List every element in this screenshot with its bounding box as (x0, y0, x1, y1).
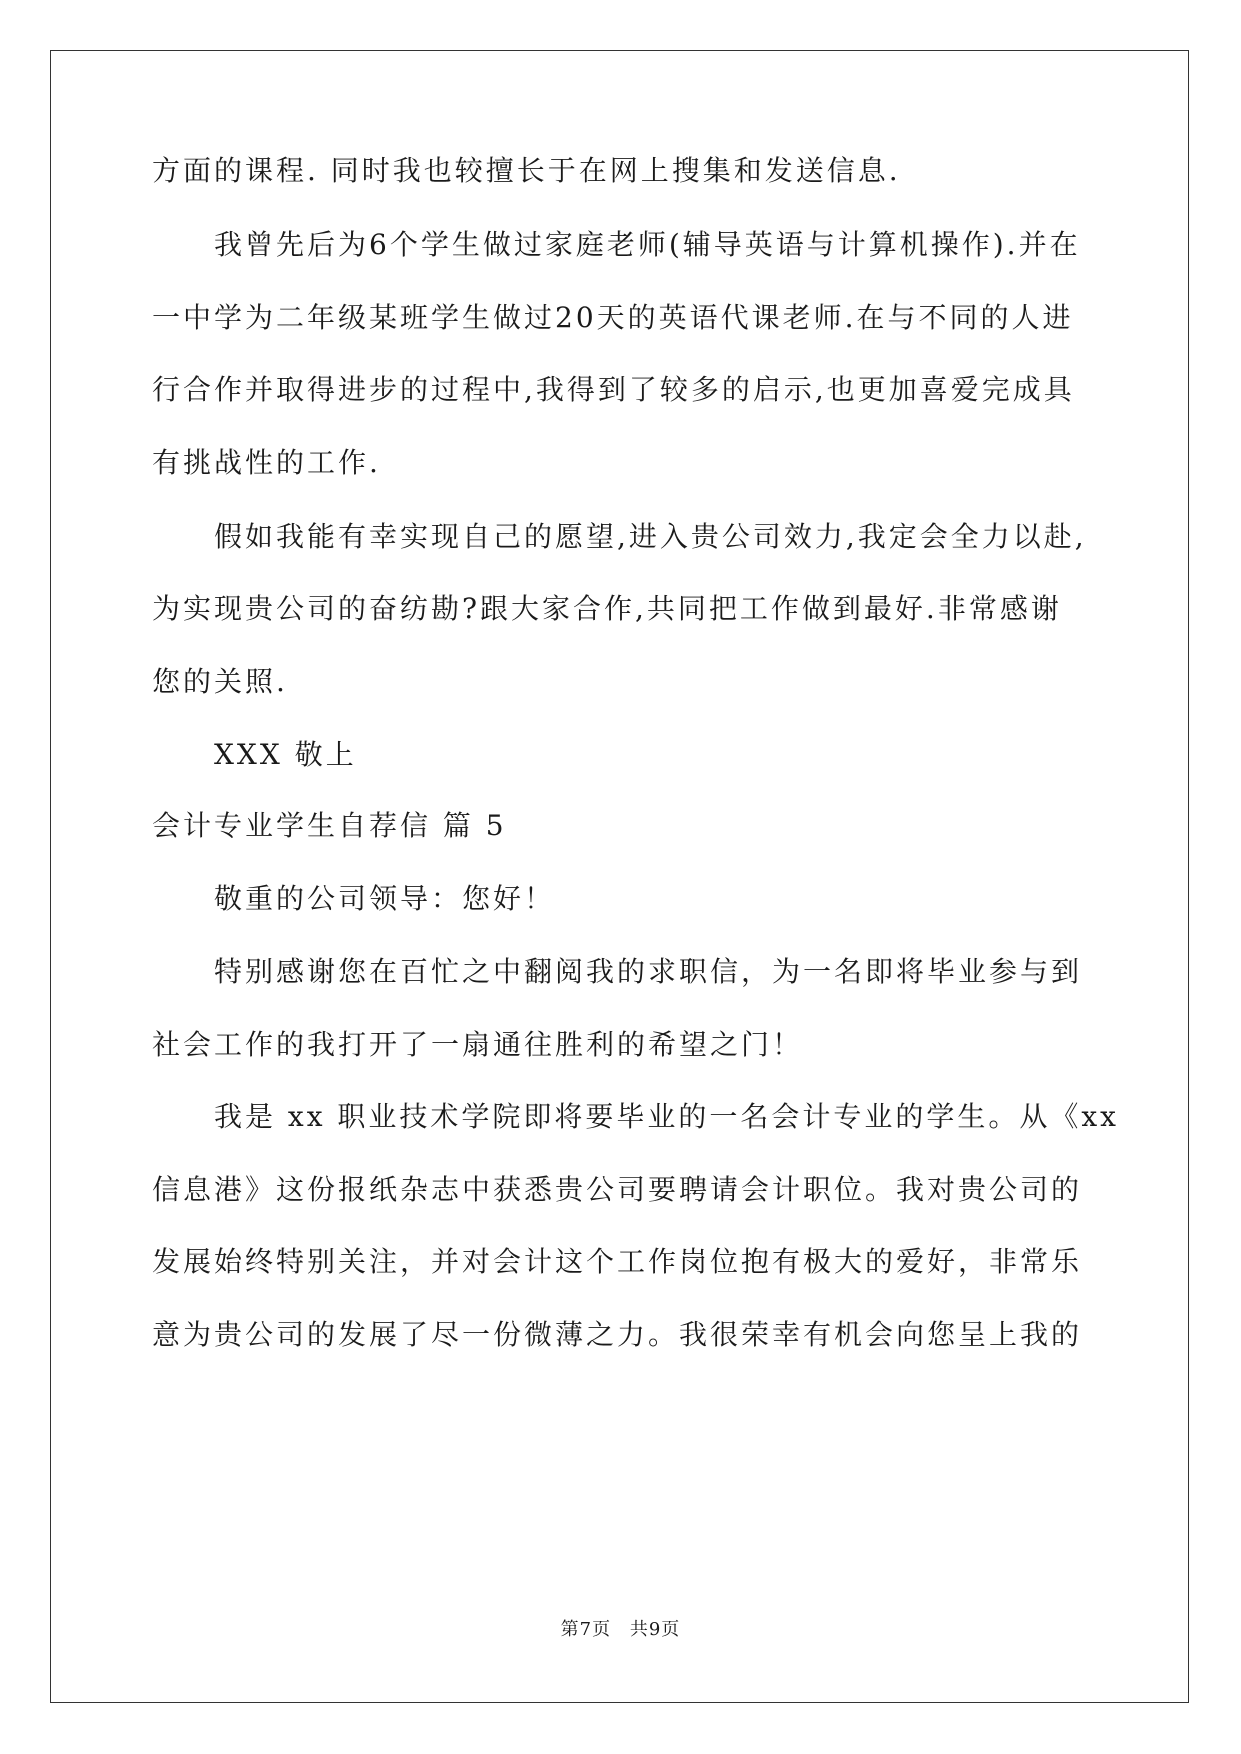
paragraph-start-line: 特别感谢您在百忙之中翻阅我的求职信，为一名即将毕业参与到 (214, 955, 1083, 988)
text-line: 为实现贵公司的奋纺勘?跟大家合作,共同把工作做到最好.非常感谢 (152, 592, 1062, 625)
paragraph-start-line: 我曾先后为6个学生做过家庭老师(辅导英语与计算机操作).并在 (214, 228, 1081, 261)
paragraph-start-line: 我是 xx 职业技术学院即将要毕业的一名会计专业的学生。从《xx (214, 1100, 1119, 1133)
page-footer (0, 1618, 1241, 1642)
page-number-total: 共9页 (629, 1619, 681, 1640)
text-line: 行合作并取得进步的过程中,我得到了较多的启示,也更加喜爱完成具 (152, 373, 1075, 406)
text-line: 意为贵公司的发展了尽一份微薄之力。我很荣幸有机会向您呈上我的 (152, 1318, 1083, 1351)
text-line: 有挑战性的工作. (152, 446, 381, 479)
text-line: 发展始终特别关注，并对会计这个工作岗位抱有极大的爱好，非常乐 (152, 1245, 1083, 1278)
text-line: 信息港》这份报纸杂志中获悉贵公司要聘请会计职位。我对贵公司的 (152, 1173, 1083, 1206)
text-line: 社会工作的我打开了一扇通往胜利的希望之门！ (152, 1028, 804, 1061)
text-line: 您的关照. (152, 665, 288, 698)
page-number-current: 第7页 (560, 1619, 612, 1640)
paragraph-start-line: 假如我能有幸实现自己的愿望,进入贵公司效力,我定会全力以赴, (214, 520, 1087, 553)
section-heading: 会计专业学生自荐信 篇 5 (152, 809, 507, 842)
salutation-line: 敬重的公司领导：您好！ (214, 882, 556, 915)
signature-line: XXX 敬上 (214, 738, 357, 771)
text-line: 一中学为二年级某班学生做过20天的英语代课老师.在与不同的人进 (152, 301, 1074, 334)
text-line: 方面的课程. 同时我也较擅长于在网上搜集和发送信息. (152, 154, 901, 187)
